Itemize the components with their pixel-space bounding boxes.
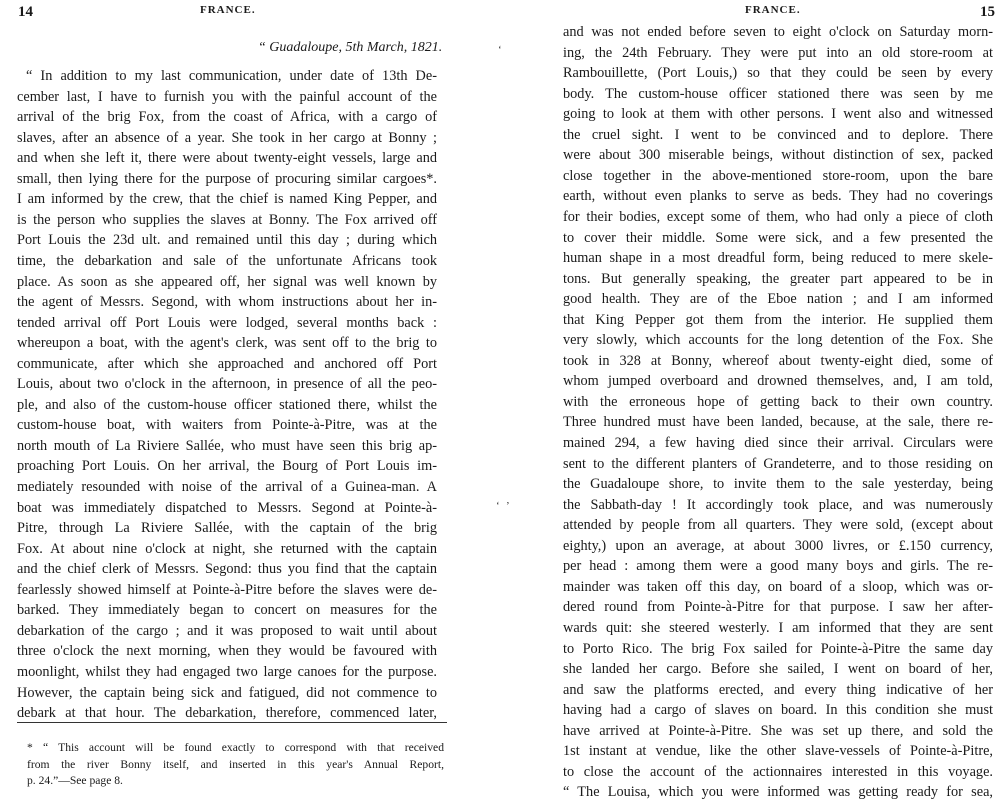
book-gutter: [470, 0, 530, 792]
text-line: took in 328 at Bonny, whereof about twenty-eight died, some of: [563, 352, 993, 369]
text-line: communicate, after which she approached and anchored off Port: [17, 355, 437, 372]
text-line: good health. They are of the Eboe nation ; and I am informed: [563, 291, 993, 308]
text-line: whereupon a boat, with the agent's clerk, was sent off to the brig to: [17, 335, 437, 352]
text-line: Port Louis the 23d ult. and remained until this day ; during which: [17, 232, 437, 249]
text-line: were about 300 miserable beings, without distinction of sex, packed: [563, 147, 993, 164]
footnote-line: from the river Bonny itself, and inserted in this year's Annual Report,: [27, 757, 444, 771]
text-line: slaves, after an absence of a year. She took in her cargo at Bonny ;: [17, 129, 437, 146]
text-line: arrival of the brig Fox, from the coast of Africa, with a cargo of: [17, 109, 437, 126]
text-line: per head : among them were a good many boys and girls. The re-: [563, 558, 993, 575]
text-line: However, the captain being sick and fatigued, did not commence to: [17, 684, 437, 701]
text-line: whom jumped overboard and drowned themselves, and, I am told,: [563, 373, 993, 390]
text-line: moonlight, whilst they had engaged two large canoes for the purpose.: [17, 663, 437, 680]
text-line: three o'clock the next morning, when they would be favoured with: [17, 643, 437, 660]
text-line: close together in the above-mentioned store-room, upon the bare: [563, 167, 993, 184]
text-line: time, the debarkation and sale of the unfortunate Africans took: [17, 252, 437, 269]
text-line: and saw the platforms erected, and every thing indicative of her: [563, 681, 993, 698]
left-page-number: 14: [18, 4, 33, 20]
footnote-line: p. 24.”—See page 8.: [27, 774, 123, 787]
footnote-line: * “ This account will be found exactly to correspond with that received: [27, 741, 444, 754]
text-line: having had a cargo of slaves on board. In this condition she must: [563, 702, 993, 719]
text-line: Pitre, through La Riviere Sallée, with the captain of the brig: [17, 520, 437, 537]
left-running-head: FRANCE.: [200, 4, 256, 16]
text-line: I am informed by the crew, that the chief is named King Pepper, and: [17, 191, 437, 208]
text-line: tended arrival off Port Louis were lodged, several months back :: [17, 314, 437, 331]
text-line: earth, without even planks to serve as beds. They had no coverings: [563, 188, 993, 205]
text-line: going to look at them with other persons. I went also and witnessed: [563, 106, 993, 123]
text-line: that King Pepper got them from the interior. He supplied them: [563, 311, 993, 328]
gutter-mark: ʻ: [496, 500, 500, 512]
text-line: barked. They immediately began to concert on measures for the: [17, 602, 437, 619]
text-line: “ The Louisa, which you were informed was getting ready for sea,: [563, 784, 993, 801]
left-page: [0, 0, 470, 792]
text-line: she landed her cargo. Before she sailed, I went on board of her,: [563, 661, 993, 678]
text-line: small, then lying there for the purpose of procuring similar cargoes*.: [17, 170, 437, 187]
text-line: ing, the 24th February. They were put into an old store-room at: [563, 44, 993, 61]
text-line: the cruel sight. I went to be convinced and to deplore. There: [563, 126, 993, 143]
right-page-number: 15: [980, 4, 995, 20]
text-line: debark at that hour. The debarkation, therefore, commenced later,: [17, 705, 437, 722]
text-line: the agent of Messrs. Segond, with whom instructions about her in-: [17, 294, 437, 311]
text-line: debarkation of the cargo ; and it was proposed to wait until about: [17, 622, 437, 639]
text-line: place. As soon as she appeared off, her signal was well known by: [17, 273, 437, 290]
text-line: body. The custom-house officer stationed there was seen by me: [563, 85, 993, 102]
text-line: boat was immediately dispatched to Messrs. Segond at Pointe-à-: [17, 499, 437, 516]
text-line: custom-house boat, with waiters from Pointe-à-Pitre, was at the: [17, 417, 437, 434]
text-line: the Guadaloupe shore, to invite them to the sale yesterday, being: [563, 476, 993, 493]
text-line: Three hundred must have been landed, because, at the sale, there re-: [563, 414, 993, 431]
text-line: is the person who supplies the slaves at Bonny. The Fox arrived off: [17, 211, 437, 228]
gutter-mark: ʼ: [506, 500, 510, 512]
text-line: the Sabbath-day ! It accordingly took place, and was numerously: [563, 496, 993, 513]
text-line: wards quit: she steered westerly. I am informed that they are sent: [563, 619, 993, 636]
text-line: eighty,) upon an average, at about 3000 livres, or £.150 currency,: [563, 537, 993, 554]
gutter-mark: ʻ: [498, 44, 502, 56]
text-line: attended by people from all quarters. They were sold, (except about: [563, 517, 993, 534]
text-line: to close the account of the actionnaires interested in this voyage.: [563, 763, 993, 780]
footnote-rule: [17, 722, 447, 723]
right-running-head: FRANCE.: [745, 4, 801, 16]
right-page: [530, 0, 1000, 801]
text-line: have arrived at Pointe-à-Pitre. She was set up there, and sold the: [563, 722, 993, 739]
text-line: sent to the different planters of Grandeterre, and to those residing on: [563, 455, 993, 472]
text-line: and when she left it, there were about twenty-eight vessels, large and: [17, 150, 437, 167]
text-line: north mouth of La Riviere Sallée, who must have seen this brig ap-: [17, 437, 437, 454]
letter-dateline: “ Guadaloupe, 5th March, 1821.: [258, 40, 443, 55]
text-line: with the erroneous hope of getting back to their own country.: [563, 393, 993, 410]
text-line: proaching Port Louis. On her arrival, the Bourg of Port Louis im-: [17, 458, 437, 475]
text-line: ple, and also of the custom-house officer stationed there, whilst the: [17, 396, 437, 413]
text-line: Louis, about two o'clock in the afternoon, in presence of all the peo-: [17, 376, 437, 393]
text-line: “ In addition to my last communication, under date of 13th De-: [26, 68, 437, 84]
text-line: and the chief clerk of Messrs. Segond: thus you find that the captain: [17, 561, 437, 578]
text-line: dered round from Pointe-à-Pitre for that purpose. I saw her after-: [563, 599, 993, 616]
text-line: very slowly, which accounts for the long detention of the Fox. She: [563, 332, 993, 349]
text-line: mediately resounded with noise of the arrival of a Guinea-man. A: [17, 479, 437, 495]
text-line: 1st instant at vendue, like the other slave-vessels of Pointe-à-Pitre,: [563, 743, 993, 760]
text-line: mained 294, a few having died since their arrival. Circulars were: [563, 435, 993, 451]
text-line: fearlessly showed himself at Pointe-à-Pitre before the slaves were de-: [17, 581, 437, 598]
text-line: human shape in a most dreadful form, being reduced to mere skele-: [563, 250, 993, 267]
text-line: to Porto Rico. The brig Fox sailed for Pointe-à-Pitre the same day: [563, 640, 993, 657]
text-line: mainder was taken off this day, on board of a sloop, which was or-: [563, 578, 993, 595]
text-line: Fox. At about nine o'clock at night, she returned with the captain: [17, 540, 437, 557]
text-line: and was not ended before seven to eight o'clock on Saturday morn-: [563, 24, 993, 40]
text-line: to cover their middle. Some were sick, and a few presented the: [563, 229, 993, 246]
text-line: Rambouillette, (Port Louis,) so that they could be seen by every: [563, 65, 993, 82]
text-line: for their bodies, except some of them, who had only a piece of cloth: [563, 208, 993, 225]
text-line: tons. But generally speaking, the greater part appeared to be in: [563, 270, 993, 287]
text-line: cember last, I have to furnish you with the painful account of the: [17, 88, 437, 105]
